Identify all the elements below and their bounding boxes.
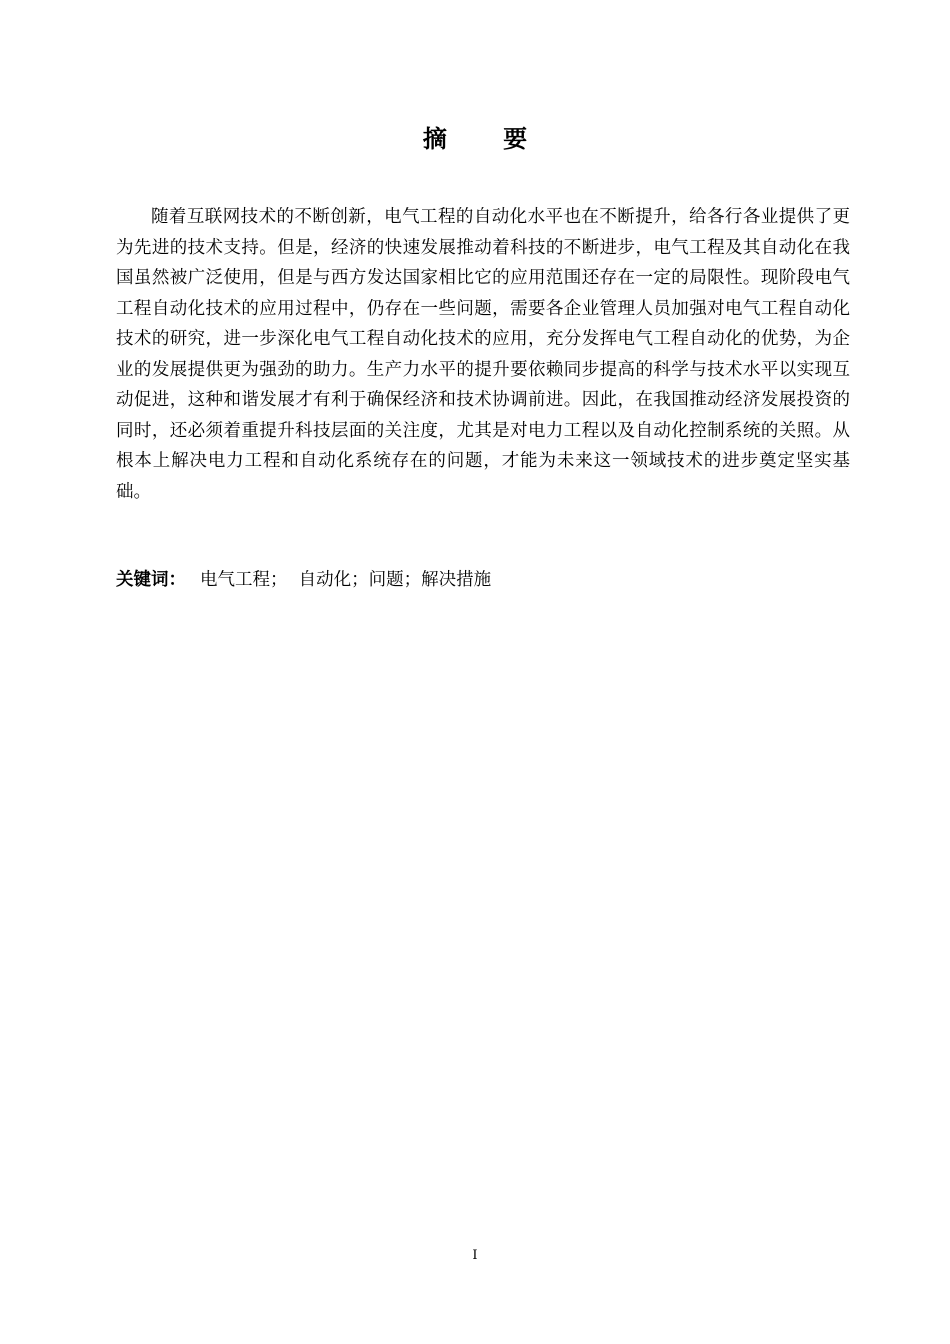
keywords-value: 电气工程； 自动化；问题；解决措施 (200, 570, 492, 590)
keywords-label: 关键词： (116, 570, 186, 590)
keywords-line (116, 565, 850, 595)
page-title: 摘 要 (422, 125, 552, 153)
page-number: I (472, 1248, 478, 1263)
abstract-paragraph: 随着互联网技术的不断创新，电气工程的自动化水平也在不断提升，给各行各业提供了更为先进的技术支持。但是，经济的快速发展推动着科技的不断进步，电气工程及其自动化在我国虽然被广泛使用，但是与西方发达国家相比它的应用范围还存在一定的局限性。现阶段电气工程自动化技术的应用过程中，仍存在一些问题，需要各企业管理人员加强对电气工程自动化技术的研究，进一步深化电气工程自动化技术的应用，充分发挥电气工程自动化的优势，为企业的发展提供更为强劲的助力。生产力水平的提升要依赖同步提高的科学与技术水平以实现互动促进，这种和谐发展才有利于确保经济和技术协调前进。因此，在我国推动经济发展投资的同时，还必须着重提升科技层面的关注度，尤其是对电力工程以及自动化控制系统的关照。从根本上解决电力工程和自动化系统存在的问题，才能为未来这一领域技术的进步奠定坚实基础。 (116, 207, 850, 502)
